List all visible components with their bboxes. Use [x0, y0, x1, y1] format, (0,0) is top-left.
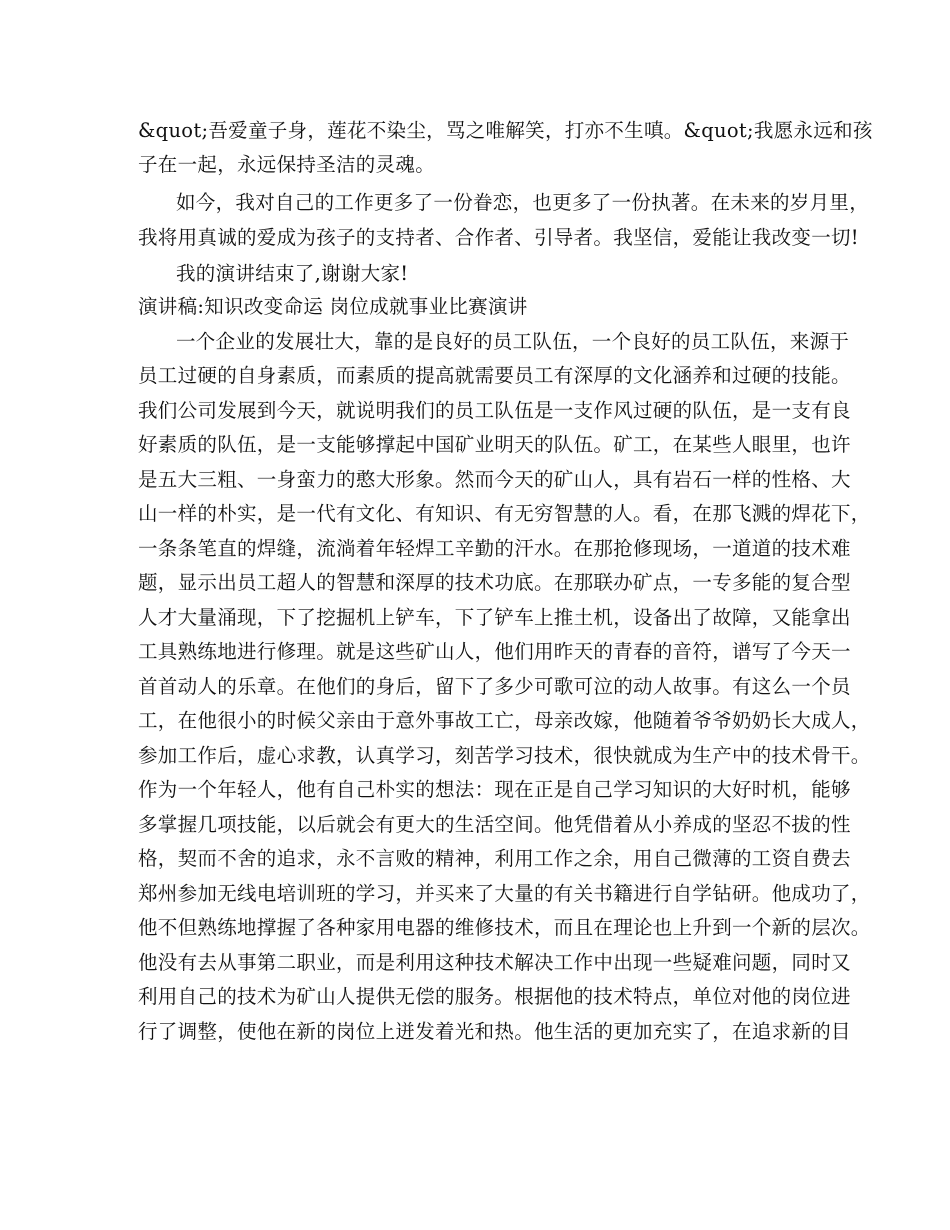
- closing-line: 我的演讲结束了,谢谢大家!: [176, 262, 409, 285]
- text-line: 如今，我对自己的工作更多了一份眷恋，也更多了一份执著。在未来的岁月里，: [176, 191, 870, 214]
- text-line: 多掌握几项技能，以后就会有更大的生活空间。他凭借着从小养成的坚忍不拔的性: [138, 813, 851, 836]
- text-line: 首首动人的乐章。在他们的身后，留下了多少可歌可泣的动人故事。有这么一个员: [138, 675, 851, 698]
- text-line: 工具熟练地进行修理。就是这些矿山人，他们用昨天的青春的音符，谱写了今天一: [138, 640, 851, 663]
- text-line: &quot;吾爱童子身，莲花不染尘，骂之唯解笑，打亦不生嗔。&quot;我愿永远和孩: [138, 119, 873, 142]
- text-line: 一条条笔直的焊缝，流淌着年轻焊工辛勤的汗水。在那抢修现场，一道道的技术难: [138, 537, 851, 560]
- text-line: 他不但熟练地撑握了各种家用电器的维修技术，而且在理论也上升到一个新的层次。: [138, 916, 871, 939]
- speech-title: 演讲稿:知识改变命运 岗位成就事业比赛演讲: [138, 295, 528, 318]
- text-line: 是五大三粗、一身蛮力的憨大形象。然而今天的矿山人，具有岩石一样的性格、大: [138, 468, 851, 491]
- text-line: 工，在他很小的时候父亲由于意外事故工亡，母亲改嫁，他随着爷爷奶奶长大成人，: [138, 709, 871, 732]
- text-line: 我将用真诚的爱成为孩子的支持者、合作者、引导者。我坚信，爱能让我改变一切!: [138, 226, 859, 249]
- text-line: 格，契而不舍的追求，永不言败的精神，利用工作之余，用自己微薄的工资自费去: [138, 847, 851, 870]
- text-line: 他没有去从事第二职业，而是利用这种技术解决工作中出现一些疑难问题，同时又: [138, 951, 851, 974]
- text-line: 山一样的朴实，是一代有文化、有知识、有无穷智慧的人。看，在那飞溅的焊花下，: [138, 502, 871, 525]
- text-line: 子在一起，永远保持圣洁的灵魂。: [138, 153, 436, 176]
- text-line: 员工过硬的自身素质，而素质的提高就需要员工有深厚的文化涵养和过硬的技能。: [138, 364, 851, 387]
- text-line: 题，显示出员工超人的智慧和深厚的技术功底。在那联办矿点，一专多能的复合型: [138, 571, 851, 594]
- text-line: 行了调整，使他在新的岗位上迸发着光和热。他生活的更加充实了，在追求新的目: [138, 1020, 851, 1043]
- text-line: 利用自己的技术为矿山人提供无偿的服务。根据他的技术特点，单位对他的岗位进: [138, 985, 851, 1008]
- text-line: 好素质的队伍，是一支能够撑起中国矿业明天的队伍。矿工，在某些人眼里，也许: [138, 433, 851, 456]
- text-line: 一个企业的发展壮大，靠的是良好的员工队伍，一个良好的员工队伍，来源于: [176, 330, 850, 353]
- text-line: 人才大量涌现，下了挖掘机上铲车，下了铲车上推土机，设备出了故障，又能拿出: [138, 606, 851, 629]
- text-line: 参加工作后，虚心求教，认真学习，刻苦学习技术，很快就成为生产中的技术骨干。: [138, 744, 871, 767]
- text-line: 作为一个年轻人，他有自己朴实的想法：现在正是自己学习知识的大好时机，能够: [138, 778, 851, 801]
- text-line: 郑州参加无线电培训班的学习，并买来了大量的有关书籍进行自学钻研。他成功了，: [138, 882, 871, 905]
- text-line: 我们公司发展到今天，就说明我们的员工队伍是一支作风过硬的队伍，是一支有良: [138, 399, 851, 422]
